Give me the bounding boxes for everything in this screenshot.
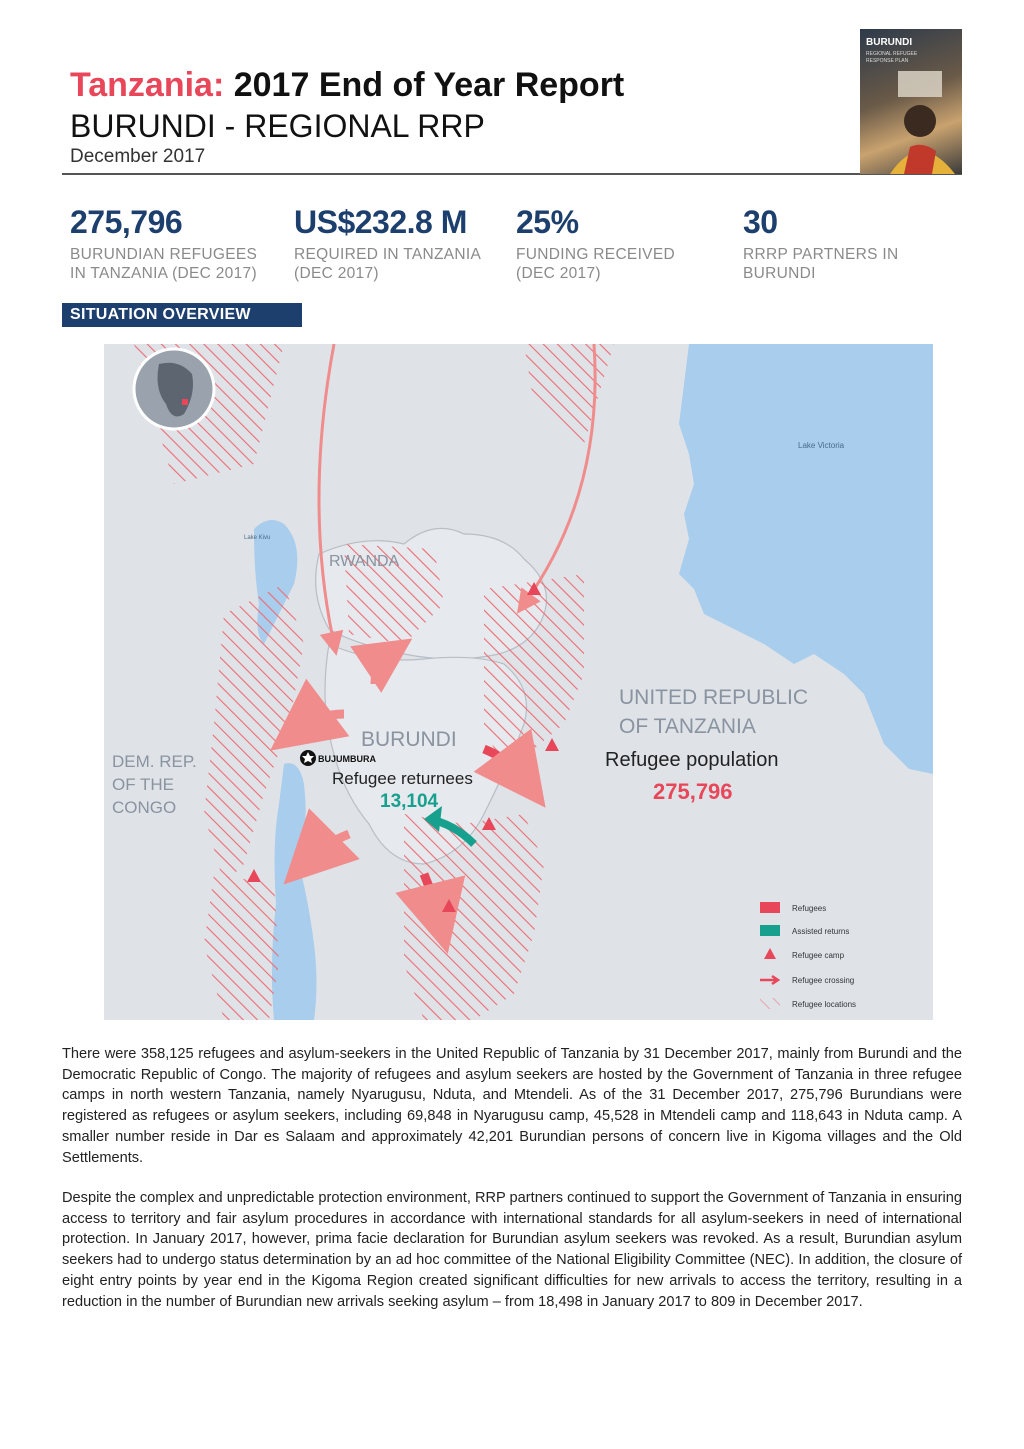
- capital-star-icon: [300, 750, 316, 766]
- stat-required: [294, 204, 514, 283]
- stat-label-line: (DEC 2017): [516, 265, 601, 282]
- stat-label: [294, 245, 514, 283]
- tanzania-label-line1: UNITED REPUBLIC: [619, 686, 809, 709]
- stat-refugees: [70, 204, 290, 283]
- legend-swatch-refugees: [760, 902, 780, 913]
- header-divider: [62, 173, 962, 175]
- burundi-label: BURUNDI: [361, 728, 457, 751]
- tanzania-label-line2: OF TANZANIA: [619, 715, 756, 738]
- legend-label: Assisted returns: [792, 927, 850, 936]
- stat-label: [70, 245, 290, 283]
- drc-label-line1: DEM. REP.: [112, 752, 197, 771]
- refugee-population-label: Refugee population: [605, 749, 779, 771]
- globe-locator-icon: [134, 349, 214, 429]
- cover-photo-icon: [860, 29, 962, 174]
- cover-subtitle: REGIONAL REFUGEE RESPONSE PLAN: [866, 51, 918, 64]
- rwanda-label: RWANDA: [329, 553, 400, 570]
- stat-value: 25%: [516, 204, 579, 240]
- situation-map: [104, 344, 933, 1020]
- legend-swatch-returns: [760, 925, 780, 936]
- stat-label-line: (DEC 2017): [294, 265, 379, 282]
- stat-label-line: BURUNDIAN REFUGEES: [70, 246, 258, 263]
- legend-label: Refugee camp: [792, 951, 845, 960]
- stat-value: US$232.8 M: [294, 204, 467, 240]
- report-title: [70, 66, 624, 105]
- report-subtitle: BURUNDI - REGIONAL RRP: [70, 108, 485, 144]
- title-text: 2017 End of Year Report: [233, 66, 625, 104]
- stat-value: 275,796: [70, 204, 183, 240]
- cover-thumbnail: [860, 29, 962, 174]
- returnees-value: 13,104: [380, 791, 439, 812]
- drc-label-line2: OF THE: [112, 775, 175, 794]
- stat-label-line: BURUNDI: [743, 265, 816, 282]
- stat-label-line: REQUIRED IN TANZANIA: [294, 246, 482, 263]
- report-date: December 2017: [70, 146, 206, 167]
- lake-victoria-label: Lake Victoria: [798, 441, 845, 450]
- stat-label-line: FUNDING RECEIVED: [516, 246, 675, 263]
- drc-label-line3: CONGO: [112, 798, 177, 817]
- stat-funding: [516, 204, 736, 283]
- stat-label-line: IN TANZANIA (DEC 2017): [70, 265, 257, 282]
- legend-swatch-locations: [760, 998, 780, 1009]
- legend-label: Refugees: [792, 904, 827, 913]
- returnees-label: Refugee returnees: [332, 769, 473, 788]
- cover-title: BURUNDI: [866, 37, 913, 48]
- stat-value: 30: [743, 204, 778, 240]
- bujumbura-label: BUJUMBURA: [318, 754, 376, 764]
- stat-partners: [743, 204, 963, 283]
- overview-paragraph: There were 358,125 refugees and asylum-seekers in the United Republic of Tanzania by 31 December 2017, mainly from Burundi and the Democratic Republic of Congo. The majority of refugees and asylum seekers are hosted by the Government of Tanzania in three refugee camps in north western Tanzania, namely Nyarugusu, Nduta, and Mtendeli. As of the 31 December 2017, 275,796 Burundians were registered as refugees or asylum seekers, including 69,848 in Nyarugusu camp, 45,528 in Mtendeli camp and 118,643 in Nduta camp. A smaller number reside in Dar es Salaam and approximately 42,201 Burundian persons of concern live in Kigoma villages and the Old Settlements.: [62, 1046, 962, 1166]
- lake-kivu-label: Lake Kivu: [244, 535, 271, 541]
- protection-paragraph: Despite the complex and unpredictable protection environment, RRP partners continued to support the Government of Tanzania in ensuring access to territory and fair asylum procedures in accordance with international standards for all asylum-seekers in need of international protection. In January 2017, however, prima facie declaration for Burundian asylum seekers was revoked. As a result, Burundian asylum seekers had to undergo status determination by an ad hoc committee of the National Eligibility Committee (NEC). In addition, the closure of eight entry points by year end in the Kigoma Region created significant difficulties for new arrivals to access the territory, resulting in a reduction in the number of Burundian new arrivals seeking asylum – from 18,498 in January 2017 to 809 in December 2017.: [62, 1190, 962, 1310]
- legend-label: Refugee locations: [792, 1000, 857, 1009]
- legend-label: Refugee crossing: [792, 976, 855, 985]
- refugee-population-value: 275,796: [653, 779, 733, 804]
- section-title: SITUATION OVERVIEW: [62, 303, 302, 327]
- stat-label: [516, 245, 736, 283]
- title-country: Tanzania:: [70, 66, 225, 104]
- stat-label: [743, 245, 963, 283]
- stat-label-line: RRRP PARTNERS IN: [743, 246, 899, 263]
